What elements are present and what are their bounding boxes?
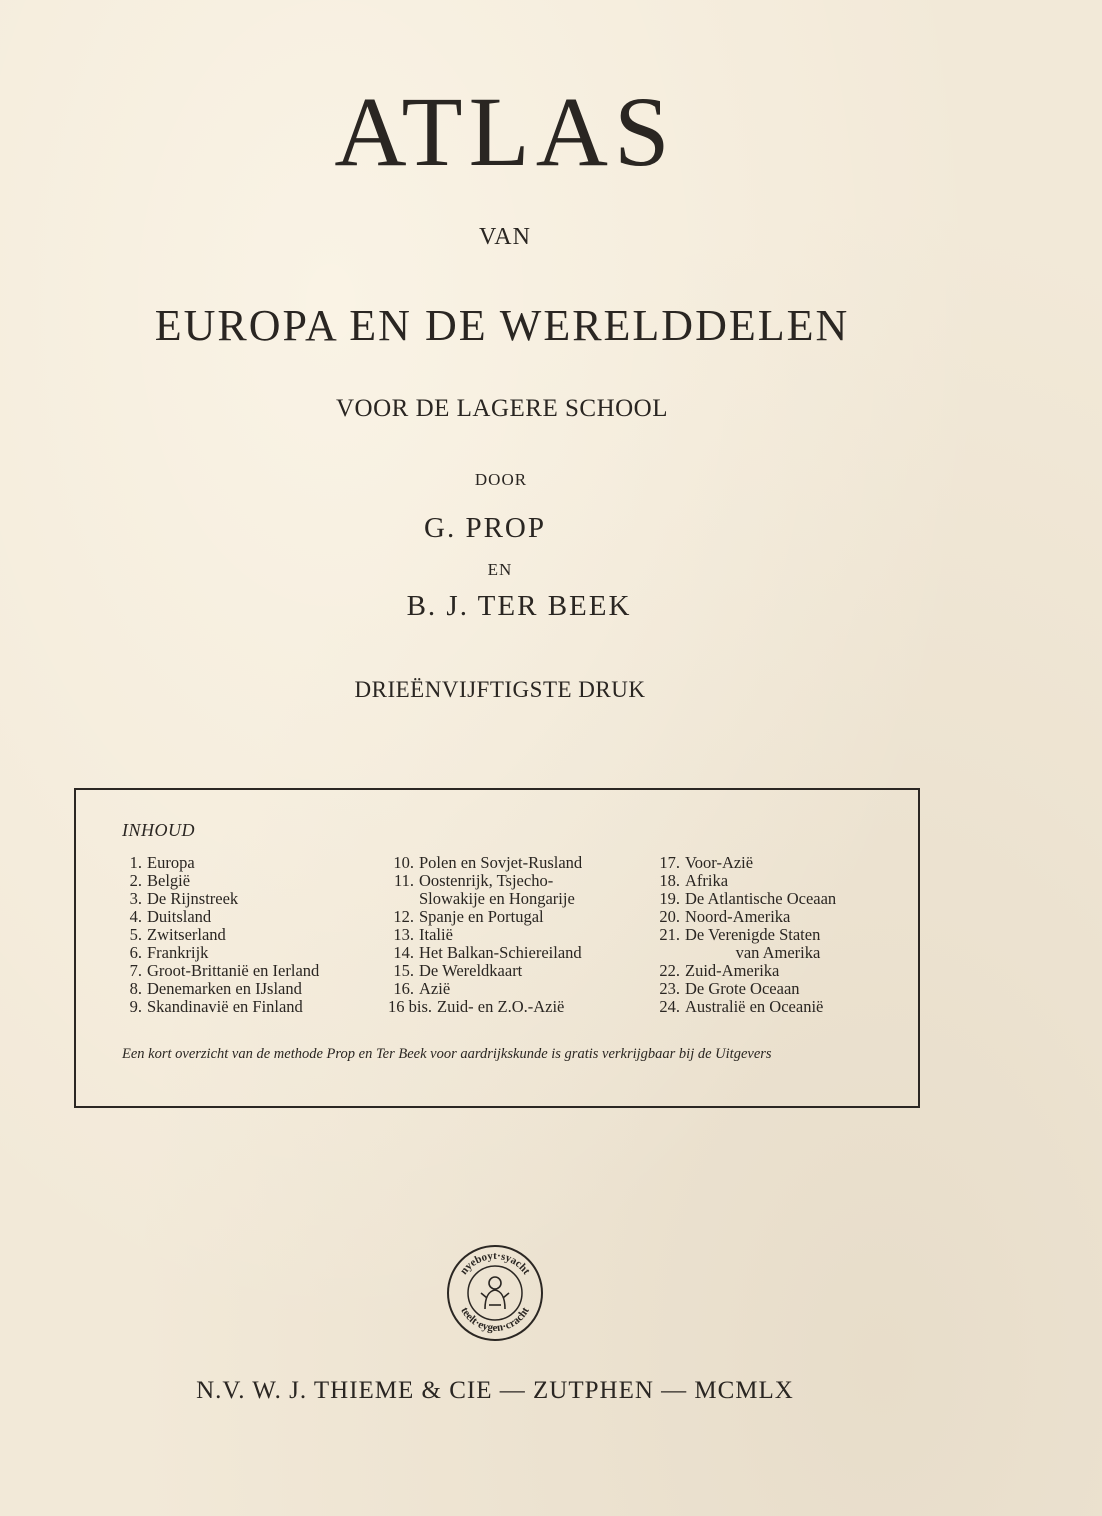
contents-item-number: 15.: [393, 961, 414, 980]
contents-item-number: 19.: [659, 889, 680, 908]
book-title: ATLAS: [334, 76, 676, 187]
contents-item-number: 16 bis.: [388, 997, 433, 1016]
contents-item-line: Noord-Amerika: [685, 907, 791, 926]
contents-item-line: Oostenrijk, Tsjecho-: [419, 871, 554, 890]
contents-item-label: [142, 908, 211, 926]
contents-item: [388, 980, 582, 998]
contents-item-line: Australië en Oceanië: [685, 997, 824, 1016]
contents-item-line: Skandinavië en Finland: [147, 997, 303, 1016]
by-line: DOOR: [474, 470, 528, 489]
publisher-imprint: N.V. W. J. THIEME & CIE — ZUTPHEN — MCMLX: [196, 1377, 794, 1404]
contents-item-number: 5.: [129, 925, 142, 944]
contents-item-number: 22.: [659, 961, 680, 980]
contents-item: [122, 854, 319, 872]
contents-item-line: Zwitserland: [147, 925, 226, 944]
contents-item-label: [142, 926, 226, 944]
contents-item-line: De Atlantische Oceaan: [685, 889, 837, 908]
contents-item-label: [414, 926, 453, 944]
seal-text-bottom: teelt·eygen·cracht: [458, 1305, 532, 1335]
contents-item: [388, 962, 582, 980]
target-audience: VOOR DE LAGERE SCHOOL: [335, 395, 669, 422]
contents-item-label: [680, 962, 779, 980]
author-first: G. PROP: [424, 512, 546, 544]
contents-item: [388, 908, 582, 926]
author-connector-en: EN: [487, 560, 513, 579]
title-connector-van: VAN: [479, 224, 531, 250]
contents-item-label: [142, 998, 303, 1016]
contents-item-number: 7.: [129, 961, 142, 980]
contents-item: [122, 980, 319, 998]
contents-item: [122, 944, 319, 962]
contents-note: Een kort overzicht van de methode Prop en Ter Beek voor aardrijkskunde is gratis verkrijgbaar bij de Uitgevers: [122, 1046, 772, 1062]
contents-item: [122, 890, 319, 908]
contents-item-label: [680, 908, 790, 926]
contents-item-line: Afrika: [685, 871, 729, 890]
contents-item-number: 21.: [659, 925, 680, 944]
contents-item-label: [414, 980, 450, 998]
contents-heading: INHOUD: [122, 820, 195, 840]
contents-item-line: De Wereldkaart: [419, 961, 523, 980]
contents-item-label: [414, 944, 582, 962]
contents-item: [122, 908, 319, 926]
contents-item-label: [414, 908, 544, 926]
contents-item-label: [680, 890, 836, 908]
contents-item: [122, 998, 319, 1016]
contents-item-number: 1.: [129, 853, 142, 872]
contents-item-number: 6.: [129, 943, 142, 962]
contents-item-number: 2.: [129, 871, 142, 890]
contents-item-label: [142, 962, 319, 980]
contents-item-label: [432, 998, 564, 1016]
contents-item-number: 9.: [129, 997, 142, 1016]
contents-item-line: Denemarken en IJsland: [147, 979, 302, 998]
contents-item-number: 17.: [659, 853, 680, 872]
contents-item-number: 14.: [393, 943, 414, 962]
contents-item: [654, 926, 836, 962]
contents-item: [654, 908, 836, 926]
contents-item: [654, 854, 836, 872]
contents-item-number: 12.: [393, 907, 414, 926]
contents-item-line: België: [147, 871, 191, 890]
contents-item-number: 11.: [393, 871, 414, 890]
contents-item-label: [142, 890, 238, 908]
contents-item-line: Zuid- en Z.O.-Azië: [437, 997, 565, 1016]
contents-item-number: 16.: [393, 979, 414, 998]
contents-item-line: Voor-Azië: [685, 853, 754, 872]
contents-item: [388, 926, 582, 944]
contents-item-number: 3.: [129, 889, 142, 908]
contents-item-line: Het Balkan-Schiereiland: [419, 943, 582, 962]
contents-item: [122, 962, 319, 980]
contents-item-line: Zuid-Amerika: [685, 961, 780, 980]
contents-item: [654, 872, 836, 890]
contents-column-3: [654, 854, 836, 1016]
contents-item: [122, 872, 319, 890]
contents-item-label: [414, 872, 575, 908]
contents-item: [654, 980, 836, 998]
contents-item-line: Spanje en Portugal: [419, 907, 544, 926]
contents-item-label: [680, 854, 753, 872]
contents-item: [388, 872, 582, 908]
contents-item-label: [142, 872, 190, 890]
contents-item-line: Europa: [147, 853, 195, 872]
contents-item-line: van Amerika: [735, 943, 821, 962]
contents-item-line: De Verenigde Staten: [685, 925, 821, 944]
seal-figure-icon: [481, 1277, 509, 1309]
contents-column-1: [122, 854, 319, 1016]
contents-item-label: [142, 980, 302, 998]
author-second: B. J. TER BEEK: [406, 590, 632, 622]
contents-item-number: 24.: [659, 997, 680, 1016]
contents-item-line: Groot-Brittanië en Ierland: [147, 961, 320, 980]
contents-item-label: [142, 854, 195, 872]
contents-item: [654, 998, 836, 1016]
contents-item-number: 10.: [393, 853, 414, 872]
contents-item-number: 4.: [129, 907, 142, 926]
contents-item-line: De Rijnstreek: [147, 889, 239, 908]
contents-item: [388, 854, 582, 872]
contents-item-label: [680, 998, 823, 1016]
book-subtitle: EUROPA EN DE WERELDDELEN: [154, 301, 850, 350]
contents-item-line: Italië: [419, 925, 453, 944]
contents-column-2: [388, 854, 582, 1016]
contents-item-label: [414, 962, 522, 980]
contents-item: [654, 890, 836, 908]
contents-item: [388, 944, 582, 962]
contents-item-number: 20.: [659, 907, 680, 926]
contents-item: [122, 926, 319, 944]
publisher-seal-icon: [445, 1243, 545, 1343]
contents-item-number: 8.: [129, 979, 142, 998]
contents-item-line: Duitsland: [147, 907, 212, 926]
contents-item-number: 23.: [659, 979, 680, 998]
contents-item-line: Azië: [419, 979, 451, 998]
contents-item: [654, 962, 836, 980]
contents-item-line: Slowakije en Hongarije: [419, 889, 575, 908]
contents-item-number: 18.: [659, 871, 680, 890]
contents-item-line: Polen en Sovjet-Rusland: [419, 853, 583, 872]
contents-item-label: [680, 980, 800, 998]
contents-item-label: [680, 872, 728, 890]
contents-item-label: [414, 854, 582, 872]
contents-item-line: Frankrijk: [147, 943, 209, 962]
contents-item-number: 13.: [393, 925, 414, 944]
contents-item-label: [142, 944, 208, 962]
contents-item-label: [680, 926, 820, 962]
contents-item-line: De Grote Oceaan: [685, 979, 800, 998]
contents-item: [388, 998, 582, 1016]
seal-text-top: nyeboyt·syacht: [457, 1250, 533, 1277]
table-of-contents: [74, 788, 920, 1108]
edition-label: DRIEËNVIJFTIGSTE DRUK: [354, 677, 646, 702]
